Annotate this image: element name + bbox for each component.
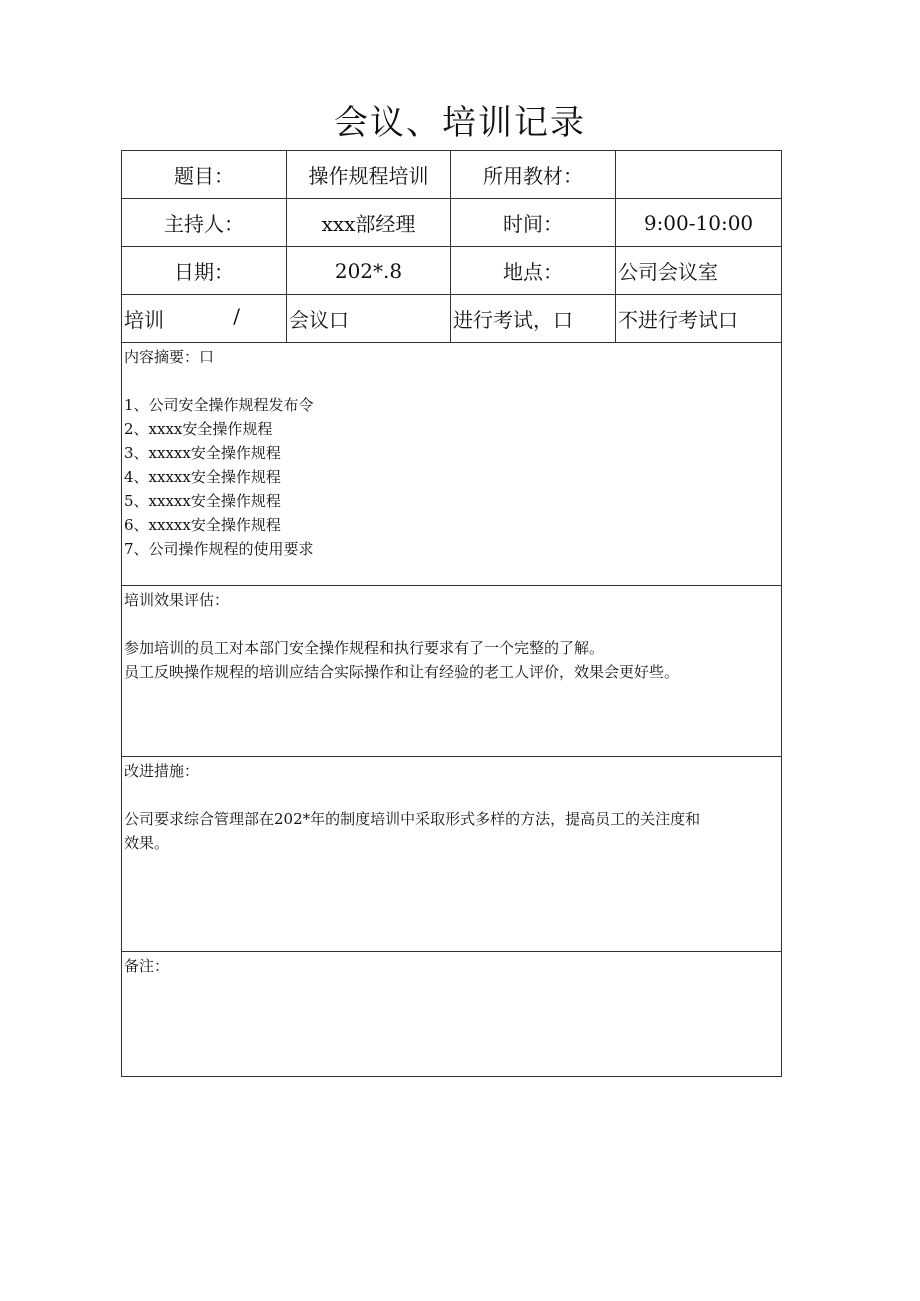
date-value: 202*.8 [287, 247, 451, 295]
row-host [122, 199, 782, 247]
improvement-line: 效果。 [124, 834, 170, 852]
improvement-line: 公司要求综合管理部在202*年的制度培训中采取形式多样的方法，提高员工的关注度和 [124, 810, 701, 828]
row-improvement [122, 757, 782, 952]
time-label: 时间： [451, 199, 616, 247]
topic-label: 题目： [122, 151, 287, 199]
no-exam-option: 不进行考试口 [616, 295, 782, 343]
host-value: xxx部经理 [287, 199, 451, 247]
row-notes [122, 952, 782, 1077]
evaluation-cell [122, 586, 782, 757]
row-evaluation [122, 586, 782, 757]
row-type [122, 295, 782, 343]
type-training-label: 培训 [124, 308, 164, 332]
row-topic [122, 151, 782, 199]
exam-option: 进行考试，口 [451, 295, 616, 343]
time-value: 9:00-10:00 [616, 199, 782, 247]
materials-label: 所用教材： [451, 151, 616, 199]
page-title: 会议、培训记录 [334, 103, 586, 143]
type-meeting-option: 会议口 [287, 295, 451, 343]
content-item: 3、xxxxx安全操作规程 [124, 444, 281, 462]
content-item: 5、xxxxx安全操作规程 [124, 492, 281, 510]
evaluation-line: 员工反映操作规程的培训应结合实际操作和让有经验的老工人评价，效果会更好些。 [124, 663, 680, 681]
content-label: 内容摘要：口 [124, 348, 215, 366]
content-item: 4、xxxxx安全操作规程 [124, 468, 281, 486]
notes-cell [122, 952, 782, 1077]
content-item: 6、xxxxx安全操作规程 [124, 516, 281, 534]
materials-value [616, 151, 782, 199]
content-item: 1、公司安全操作规程发布令 [124, 396, 314, 414]
notes-label: 备注： [124, 957, 170, 975]
type-training-cell [122, 295, 287, 343]
content-item: 2、xxxx安全操作规程 [124, 420, 273, 438]
row-date [122, 247, 782, 295]
content-cell [122, 343, 782, 586]
improvement-cell [122, 757, 782, 952]
record-table [121, 150, 782, 1077]
location-value: 公司会议室 [616, 247, 782, 295]
date-label: 日期： [122, 247, 287, 295]
evaluation-label: 培训效果评估： [124, 591, 230, 609]
evaluation-line: 参加培训的员工对本部门安全操作规程和执行要求有了一个完整的了解。 [124, 639, 605, 657]
content-item: 7、公司操作规程的使用要求 [124, 540, 314, 558]
topic-value: 操作规程培训 [287, 151, 451, 199]
type-slash: / [233, 304, 240, 328]
host-label: 主持人： [122, 199, 287, 247]
location-label: 地点： [451, 247, 616, 295]
improvement-label: 改进措施： [124, 762, 200, 780]
row-content [122, 343, 782, 586]
